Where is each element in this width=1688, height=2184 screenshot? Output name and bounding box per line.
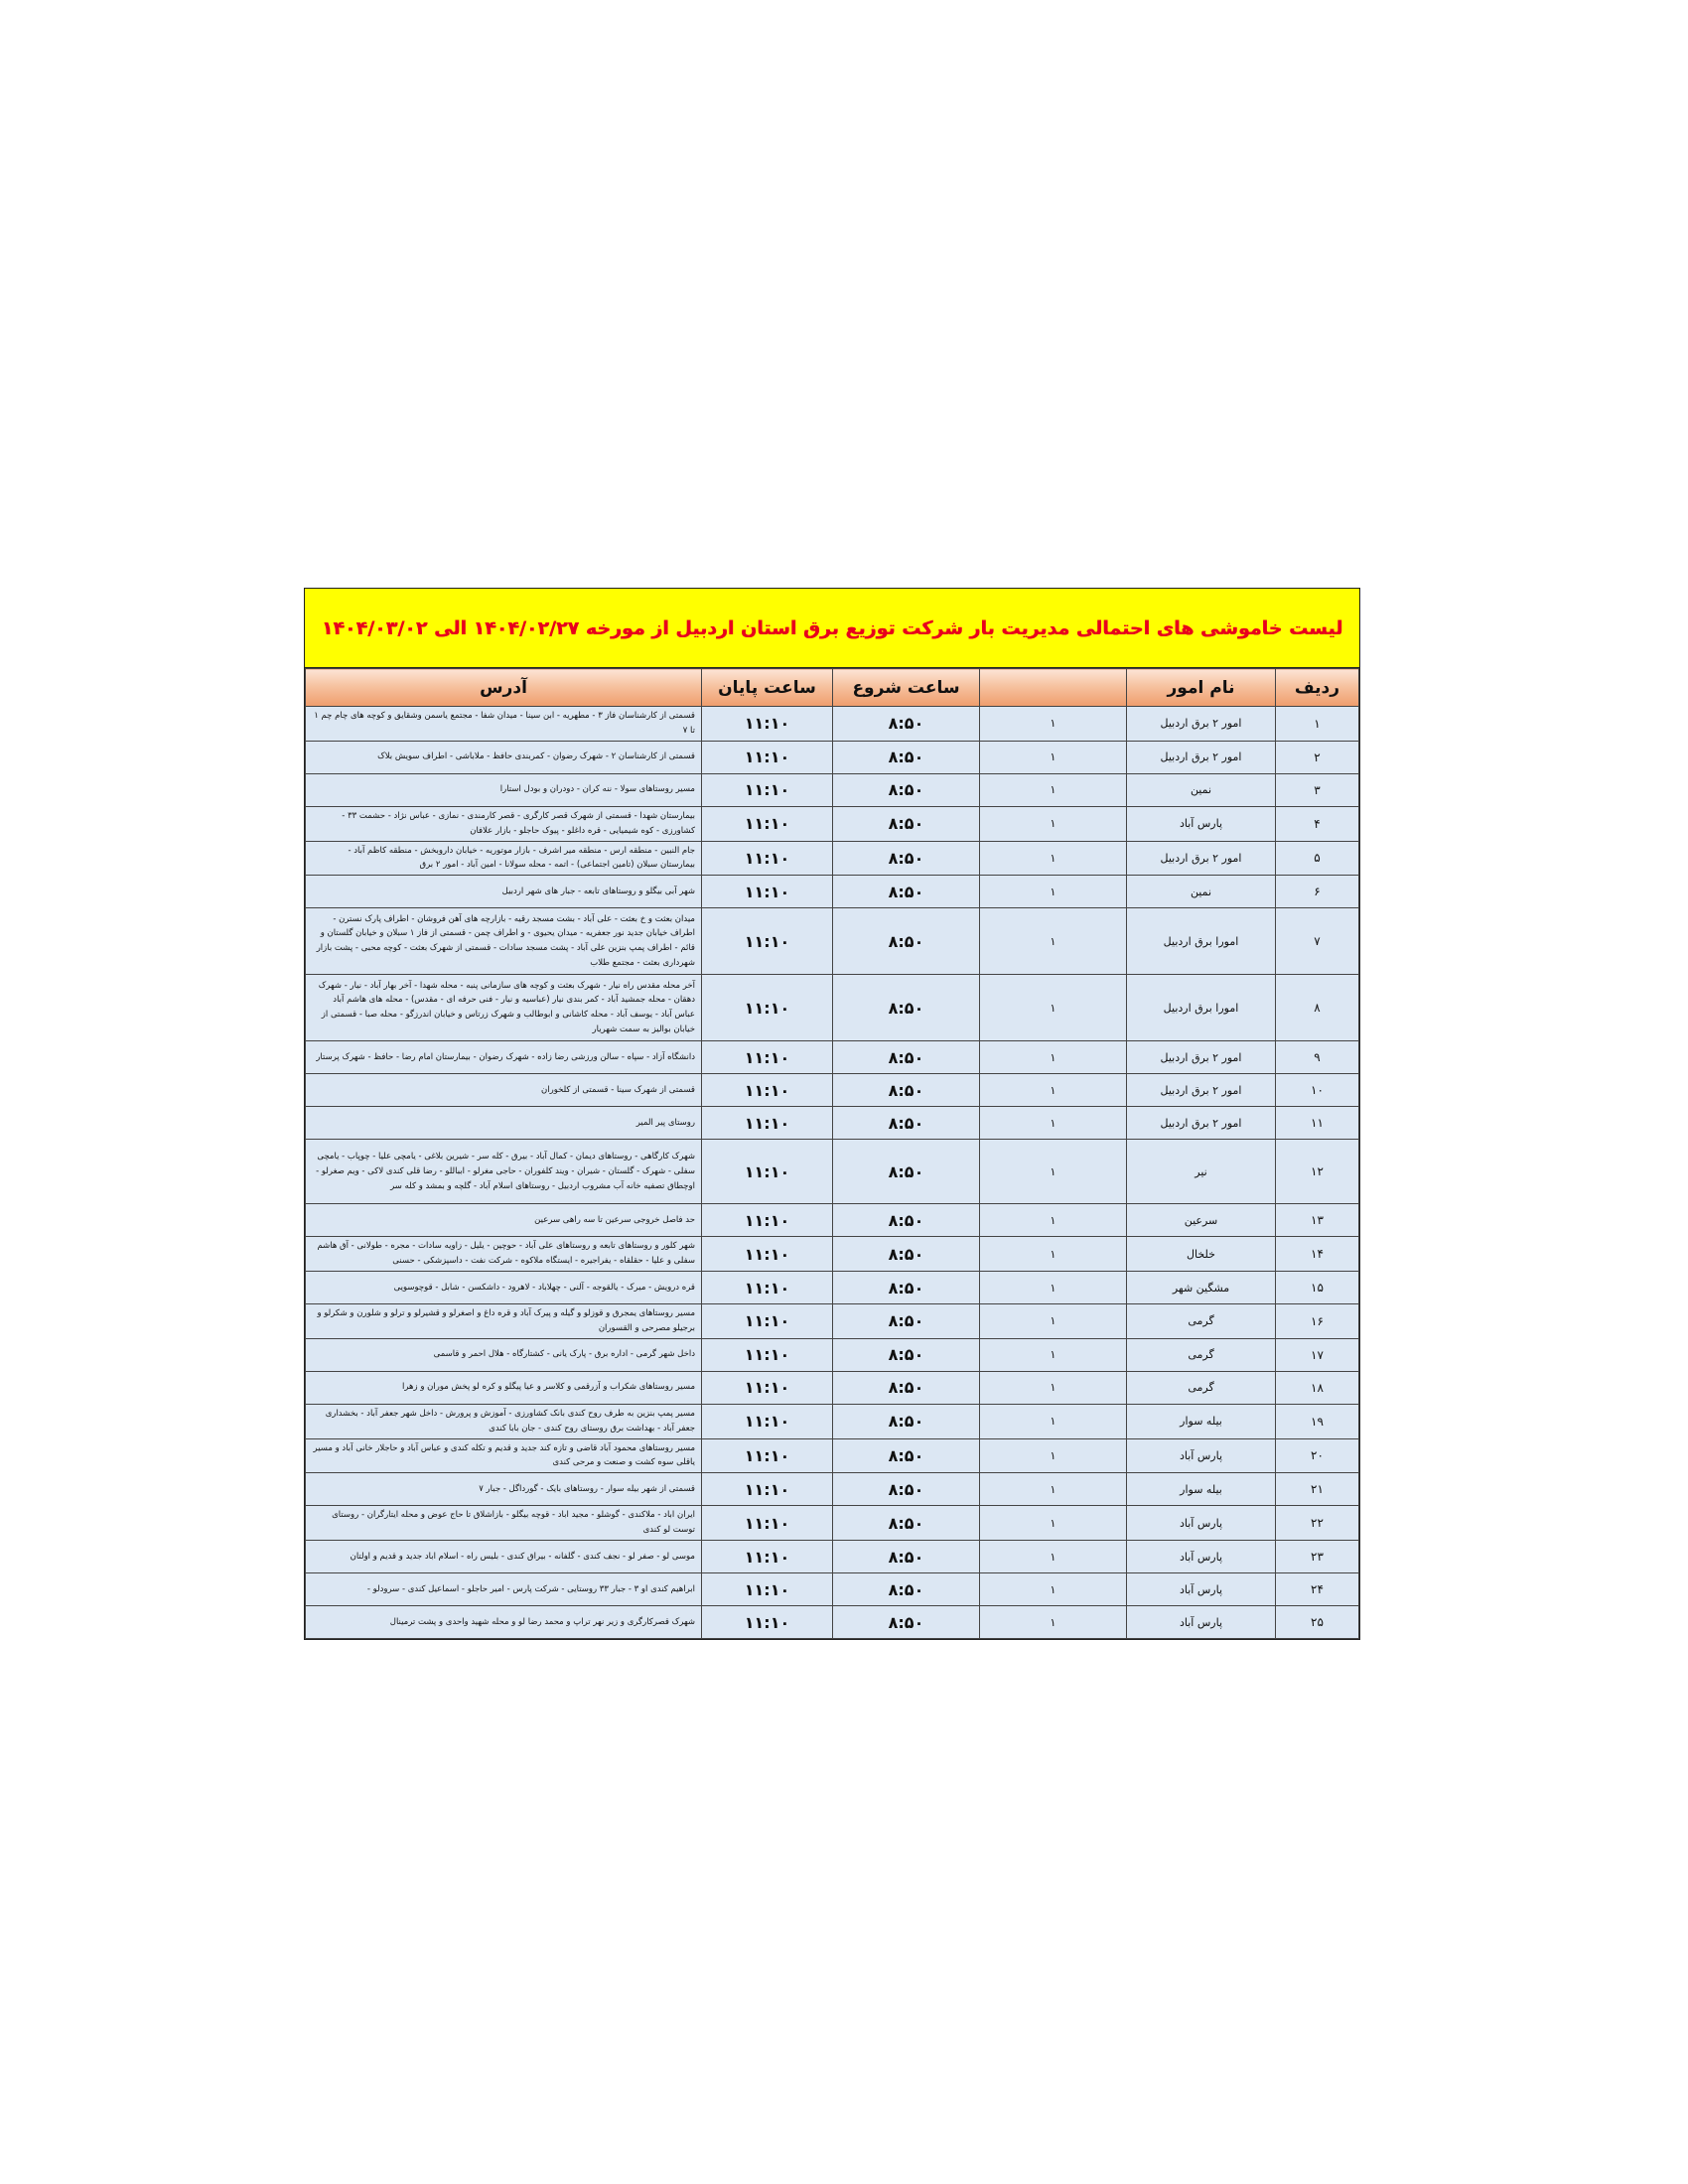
count-cell: ۱ xyxy=(980,1438,1127,1473)
address-cell: قره درویش - میرک - یالقوجه - آلنی - چهلاباد - لاهرود - داشکسن - شابل - قوچوسویی xyxy=(306,1272,702,1304)
row-number-cell: ۱۵ xyxy=(1276,1272,1359,1304)
address-cell: شهر آبی بیگلو و روستاهای تابعه - جبار های شهر اردبیل xyxy=(306,876,702,908)
row-number-cell: ۲۵ xyxy=(1276,1606,1359,1639)
table-row xyxy=(306,1338,1359,1371)
row-number-cell: ۱۳ xyxy=(1276,1204,1359,1237)
row-number-cell: ۸ xyxy=(1276,975,1359,1041)
count-cell: ۱ xyxy=(980,1272,1127,1304)
address-cell: حد فاصل خروجی سرعین تا سه راهی سرعین xyxy=(306,1204,702,1237)
end-time-cell: ۱۱:۱۰ xyxy=(702,1041,833,1074)
area-name-cell: پارس آباد xyxy=(1127,806,1276,841)
start-time-cell: ۸:۵۰ xyxy=(833,1338,980,1371)
count-cell: ۱ xyxy=(980,806,1127,841)
count-cell: ۱ xyxy=(980,1074,1127,1107)
start-time-cell: ۸:۵۰ xyxy=(833,1074,980,1107)
count-cell: ۱ xyxy=(980,876,1127,908)
row-number-cell: ۱۱ xyxy=(1276,1107,1359,1140)
area-name-cell: گرمی xyxy=(1127,1304,1276,1339)
area-name-cell: بیله سوار xyxy=(1127,1404,1276,1438)
start-time-cell: ۸:۵۰ xyxy=(833,741,980,773)
end-time-cell: ۱۱:۱۰ xyxy=(702,1237,833,1272)
start-time-cell: ۸:۵۰ xyxy=(833,1606,980,1639)
area-name-cell: امور ۲ برق اردبیل xyxy=(1127,1107,1276,1140)
row-number-cell: ۲۰ xyxy=(1276,1438,1359,1473)
area-name-cell: بیله سوار xyxy=(1127,1473,1276,1506)
row-number-cell: ۱۰ xyxy=(1276,1074,1359,1107)
address-cell: ایران اباد - ملاکندی - گوشلو - مجید اباد - قوچه بیگلو - بازاشلاق تا حاج عوض و محله ایتارگران - روستای توست لو کندی xyxy=(306,1506,702,1541)
row-number-cell: ۵ xyxy=(1276,841,1359,876)
col-header-start: ساعت شروع xyxy=(833,669,980,707)
table-row xyxy=(306,806,1359,841)
end-time-cell: ۱۱:۱۰ xyxy=(702,707,833,742)
address-cell: داخل شهر گرمی - اداره برق - پارک یانی - کشتارگاه - هلال احمر و قاسمی xyxy=(306,1338,702,1371)
table-row xyxy=(306,1404,1359,1438)
row-number-cell: ۱۹ xyxy=(1276,1404,1359,1438)
area-name-cell: امور ۲ برق اردبیل xyxy=(1127,841,1276,876)
outage-table xyxy=(305,668,1359,1639)
table-row xyxy=(306,1541,1359,1573)
end-time-cell: ۱۱:۱۰ xyxy=(702,1140,833,1204)
table-row xyxy=(306,1304,1359,1339)
area-name-cell: نیر xyxy=(1127,1140,1276,1204)
address-cell: شهر کلور و روستاهای تابعه و روستاهای علی آباد - حوچین - یلیل - زاویه سادات - مجره - طولانی - آق هاشم سفلی و علیا - حقلقاه - یفراجیره - ایستگاه ملاکوه - شرکت نفت - داسپزشکی - حسنی xyxy=(306,1237,702,1272)
area-name-cell: امورا برق اردبیل xyxy=(1127,908,1276,975)
end-time-cell: ۱۱:۱۰ xyxy=(702,773,833,806)
start-time-cell: ۸:۵۰ xyxy=(833,1272,980,1304)
table-row xyxy=(306,1573,1359,1606)
col-header-address: آدرس xyxy=(306,669,702,707)
start-time-cell: ۸:۵۰ xyxy=(833,1573,980,1606)
address-cell: ابراهیم کندی او ۳ - جبار ۳۳ روستایی - شرکت پارس - امیر حاجلو - اسماعیل کندی - سرودلو - xyxy=(306,1573,702,1606)
area-name-cell: گرمی xyxy=(1127,1338,1276,1371)
start-time-cell: ۸:۵۰ xyxy=(833,1237,980,1272)
address-cell: مسیر روستاهای محمود آباد قاضی و تازه کند جدید و قدیم و تکله کندی و عباس آباد و حاجلار خانی آباد و مسیر یاقلی سوه کشت و صنعت و مرحی کندی xyxy=(306,1438,702,1473)
count-cell: ۱ xyxy=(980,1404,1127,1438)
end-time-cell: ۱۱:۱۰ xyxy=(702,741,833,773)
area-name-cell: مشگین شهر xyxy=(1127,1272,1276,1304)
count-cell: ۱ xyxy=(980,1506,1127,1541)
row-number-cell: ۹ xyxy=(1276,1041,1359,1074)
row-number-cell: ۱۷ xyxy=(1276,1338,1359,1371)
end-time-cell: ۱۱:۱۰ xyxy=(702,1438,833,1473)
end-time-cell: ۱۱:۱۰ xyxy=(702,1272,833,1304)
area-name-cell: سرعین xyxy=(1127,1204,1276,1237)
count-cell: ۱ xyxy=(980,1338,1127,1371)
table-row xyxy=(306,1140,1359,1204)
table-header-row xyxy=(306,669,1359,707)
address-cell: شهرک کارگاهی - روستاهای دیمان - کمال آباد - بیرق - کله سر - شیرین بلاغی - یامچی علیا - چوپاب - یامچی سفلی - شهرک - گلستان - شیران - ویند کلفوران - حاجی مغرلو - ابباللو - رضا قلی کندی لاکی - ویم صغرلو - اوچطاق تصفیه خانه آب مشروب اردبیل - روستاهای اسلام آباد - گلچه و بمشد و کله سر xyxy=(306,1140,702,1204)
count-cell: ۱ xyxy=(980,841,1127,876)
end-time-cell: ۱۱:۱۰ xyxy=(702,841,833,876)
col-header-end: ساعت پایان xyxy=(702,669,833,707)
area-name-cell: امور ۲ برق اردبیل xyxy=(1127,741,1276,773)
table-row xyxy=(306,741,1359,773)
start-time-cell: ۸:۵۰ xyxy=(833,908,980,975)
address-cell: قسمتی از کارشناسان ۲ - شهرک رضوان - کمربندی حافظ - ملاباشی - اطراف سویش بلاک xyxy=(306,741,702,773)
col-header-count xyxy=(980,669,1127,707)
row-number-cell: ۲۴ xyxy=(1276,1573,1359,1606)
area-name-cell: پارس آباد xyxy=(1127,1506,1276,1541)
count-cell: ۱ xyxy=(980,1107,1127,1140)
start-time-cell: ۸:۵۰ xyxy=(833,806,980,841)
start-time-cell: ۸:۵۰ xyxy=(833,1438,980,1473)
end-time-cell: ۱۱:۱۰ xyxy=(702,1606,833,1639)
end-time-cell: ۱۱:۱۰ xyxy=(702,975,833,1041)
row-number-cell: ۲۳ xyxy=(1276,1541,1359,1573)
table-row xyxy=(306,876,1359,908)
address-cell: مسیر روستاهای سولا - ننه کران - دودران و بودل استارا xyxy=(306,773,702,806)
start-time-cell: ۸:۵۰ xyxy=(833,1404,980,1438)
end-time-cell: ۱۱:۱۰ xyxy=(702,806,833,841)
table-row xyxy=(306,1204,1359,1237)
row-number-cell: ۱۶ xyxy=(1276,1304,1359,1339)
end-time-cell: ۱۱:۱۰ xyxy=(702,1371,833,1404)
row-number-cell: ۲۲ xyxy=(1276,1506,1359,1541)
end-time-cell: ۱۱:۱۰ xyxy=(702,1338,833,1371)
address-cell: شهرک قصرکارگری و زیر نهر تراپ و محمد رضا لو و محله شهید واحدی و پشت ترمینال xyxy=(306,1606,702,1639)
table-row xyxy=(306,1371,1359,1404)
row-number-cell: ۶ xyxy=(1276,876,1359,908)
table-row xyxy=(306,841,1359,876)
count-cell: ۱ xyxy=(980,1041,1127,1074)
row-number-cell: ۱۲ xyxy=(1276,1140,1359,1204)
start-time-cell: ۸:۵۰ xyxy=(833,876,980,908)
area-name-cell: نمین xyxy=(1127,773,1276,806)
start-time-cell: ۸:۵۰ xyxy=(833,1541,980,1573)
end-time-cell: ۱۱:۱۰ xyxy=(702,1473,833,1506)
count-cell: ۱ xyxy=(980,1371,1127,1404)
count-cell: ۱ xyxy=(980,707,1127,742)
address-cell: روستای پیر المیر xyxy=(306,1107,702,1140)
end-time-cell: ۱۱:۱۰ xyxy=(702,1541,833,1573)
row-number-cell: ۱۴ xyxy=(1276,1237,1359,1272)
start-time-cell: ۸:۵۰ xyxy=(833,975,980,1041)
address-cell: جام النبین - منطقه ارس - منطقه میر اشرف - بازار موتوریه - خیابان داروبخش - منطقه کاظم آباد - بیمارستان سبلان (تامین اجتماعی) - اتمه - محله سولانا - امین آباد - امور ۲ برق xyxy=(306,841,702,876)
area-name-cell: خلخال xyxy=(1127,1237,1276,1272)
table-row xyxy=(306,1237,1359,1272)
count-cell: ۱ xyxy=(980,1473,1127,1506)
start-time-cell: ۸:۵۰ xyxy=(833,841,980,876)
start-time-cell: ۸:۵۰ xyxy=(833,1473,980,1506)
area-name-cell: امور ۲ برق اردبیل xyxy=(1127,1074,1276,1107)
area-name-cell: پارس آباد xyxy=(1127,1541,1276,1573)
count-cell: ۱ xyxy=(980,975,1127,1041)
table-row xyxy=(306,1438,1359,1473)
count-cell: ۱ xyxy=(980,1541,1127,1573)
table-row xyxy=(306,707,1359,742)
row-number-cell: ۲۱ xyxy=(1276,1473,1359,1506)
row-number-cell: ۲ xyxy=(1276,741,1359,773)
count-cell: ۱ xyxy=(980,1573,1127,1606)
area-name-cell: امور ۲ برق اردبیل xyxy=(1127,707,1276,742)
row-number-cell: ۱ xyxy=(1276,707,1359,742)
area-name-cell: امور ۲ برق اردبیل xyxy=(1127,1041,1276,1074)
end-time-cell: ۱۱:۱۰ xyxy=(702,1107,833,1140)
row-number-cell: ۱۸ xyxy=(1276,1371,1359,1404)
area-name-cell: پارس آباد xyxy=(1127,1438,1276,1473)
end-time-cell: ۱۱:۱۰ xyxy=(702,1573,833,1606)
start-time-cell: ۸:۵۰ xyxy=(833,1304,980,1339)
table-row xyxy=(306,1272,1359,1304)
end-time-cell: ۱۱:۱۰ xyxy=(702,1304,833,1339)
col-header-area: نام امور xyxy=(1127,669,1276,707)
address-cell: مسیر روستاهای شکراب و آزرقمی و کلاسر و عیا پیگلو و کره لو پخش موران و زهرا xyxy=(306,1371,702,1404)
address-cell: قسمتی از شهرک سینا - قسمتی از کلخوران xyxy=(306,1074,702,1107)
start-time-cell: ۸:۵۰ xyxy=(833,773,980,806)
area-name-cell: نمین xyxy=(1127,876,1276,908)
address-cell: مسیر روستاهای یمجرق و قوزلو و گیله و پیرک آباد و قره داغ و اصغرلو و قشیرلو و ترلو و شلورن و شکرلو و برجیلو مصرحی و القسوران xyxy=(306,1304,702,1339)
table-row xyxy=(306,1473,1359,1506)
start-time-cell: ۸:۵۰ xyxy=(833,1204,980,1237)
end-time-cell: ۱۱:۱۰ xyxy=(702,1204,833,1237)
row-number-cell: ۴ xyxy=(1276,806,1359,841)
col-header-row-no: ردیف xyxy=(1276,669,1359,707)
count-cell: ۱ xyxy=(980,773,1127,806)
count-cell: ۱ xyxy=(980,1606,1127,1639)
start-time-cell: ۸:۵۰ xyxy=(833,1371,980,1404)
count-cell: ۱ xyxy=(980,1304,1127,1339)
end-time-cell: ۱۱:۱۰ xyxy=(702,1404,833,1438)
end-time-cell: ۱۱:۱۰ xyxy=(702,1074,833,1107)
row-number-cell: ۳ xyxy=(1276,773,1359,806)
area-name-cell: پارس آباد xyxy=(1127,1573,1276,1606)
start-time-cell: ۸:۵۰ xyxy=(833,1041,980,1074)
count-cell: ۱ xyxy=(980,1204,1127,1237)
count-cell: ۱ xyxy=(980,1140,1127,1204)
address-cell: دانشگاه آزاد - سپاه - سالن ورزشی رضا زاده - شهرک رضوان - بیمارستان امام رضا - حافظ - شهرک پرستار xyxy=(306,1041,702,1074)
address-cell: بیمارستان شهدا - قسمتی از شهرک قصر کارگری - قصر کارمندی - نمازی - عباس نژاد - حشمت ۳۳ - کشاورزی - کوه شیمیایی - قره داغلو - پیوک حاجلو - بازار علافان xyxy=(306,806,702,841)
end-time-cell: ۱۱:۱۰ xyxy=(702,876,833,908)
outage-schedule-sheet xyxy=(304,588,1360,1640)
table-row xyxy=(306,908,1359,975)
start-time-cell: ۸:۵۰ xyxy=(833,1506,980,1541)
area-name-cell: امورا برق اردبیل xyxy=(1127,975,1276,1041)
address-cell: مسیر پمپ بنزین به طرف روح کندی بانک کشاورزی - آموزش و پرورش - داخل شهر جعفر آباد - بخشداری جعفر آباد - بهداشت برق روستای روح کندی - جان بابا کندی xyxy=(306,1404,702,1438)
table-row xyxy=(306,1506,1359,1541)
start-time-cell: ۸:۵۰ xyxy=(833,1140,980,1204)
address-cell: موسی لو - صفر لو - نجف کندی - گلفانه - بیراق کندی - بلیس راه - اسلام اباد جدید و قدیم و اولتان xyxy=(306,1541,702,1573)
sheet-title: لیست خاموشی های احتمالی مدیریت بار شرکت توزیع برق استان اردبیل از مورخه ۱۴۰۴/۰۲/۲۷ الی ۱۴۰۴/۰۳/۰۲ xyxy=(305,589,1359,668)
area-name-cell: گرمی xyxy=(1127,1371,1276,1404)
start-time-cell: ۸:۵۰ xyxy=(833,707,980,742)
table-row xyxy=(306,1606,1359,1639)
address-cell: قسمتی از شهر بیله سوار - روستاهای بایک - گورداگل - جبار ۷ xyxy=(306,1473,702,1506)
table-row xyxy=(306,1074,1359,1107)
area-name-cell: پارس آباد xyxy=(1127,1606,1276,1639)
table-row xyxy=(306,1041,1359,1074)
row-number-cell: ۷ xyxy=(1276,908,1359,975)
count-cell: ۱ xyxy=(980,741,1127,773)
count-cell: ۱ xyxy=(980,1237,1127,1272)
table-row xyxy=(306,975,1359,1041)
end-time-cell: ۱۱:۱۰ xyxy=(702,908,833,975)
count-cell: ۱ xyxy=(980,908,1127,975)
end-time-cell: ۱۱:۱۰ xyxy=(702,1506,833,1541)
address-cell: آخر محله مقدس راه نیار - شهرک بعثت و کوچه های سازمانی پنبه - محله شهدا - آخر بهار آباد - نیار - شهرک دهقان - محله جمشید آباد - کمر بندی نیار (عباسیه و نیار - فنی حرفه ای - مقدس) - محله های هاشم آباد عباس آباد - یوسف آباد - محله کاشانی و ابوطالب و شهرک زرتاس و خیابان اندرزگو - محله صبا - قسمتی از خیابان بوالیز به سمت شهریار xyxy=(306,975,702,1041)
table-row xyxy=(306,1107,1359,1140)
table-row xyxy=(306,773,1359,806)
start-time-cell: ۸:۵۰ xyxy=(833,1107,980,1140)
address-cell: میدان بعثت و خ بعثت - علی آباد - بشت مسجد رقیه - بازارچه های آهن فروشان - اطراف پارک نسترن - اطراف خیابان جدید نور جعفریه - میدان یحیوی - و اطراف چمن - قسمتی از فاز ۱ سبلان و خیابان گلستان و قائم - اطراف پمپ بنزین علی آباد - پشت مسجد سادات - قسمتی از شهرک بعثت - کوچه محبی - پشت بازار شهرداری بعثت - مجتمع طلاب xyxy=(306,908,702,975)
address-cell: قسمتی از کارشناسان فاز ۳ - مطهریه - ابن سینا - میدان شفا - مجتمع یاسمن وشقایق و کوچه های چام چم ۱ تا ۷ xyxy=(306,707,702,742)
